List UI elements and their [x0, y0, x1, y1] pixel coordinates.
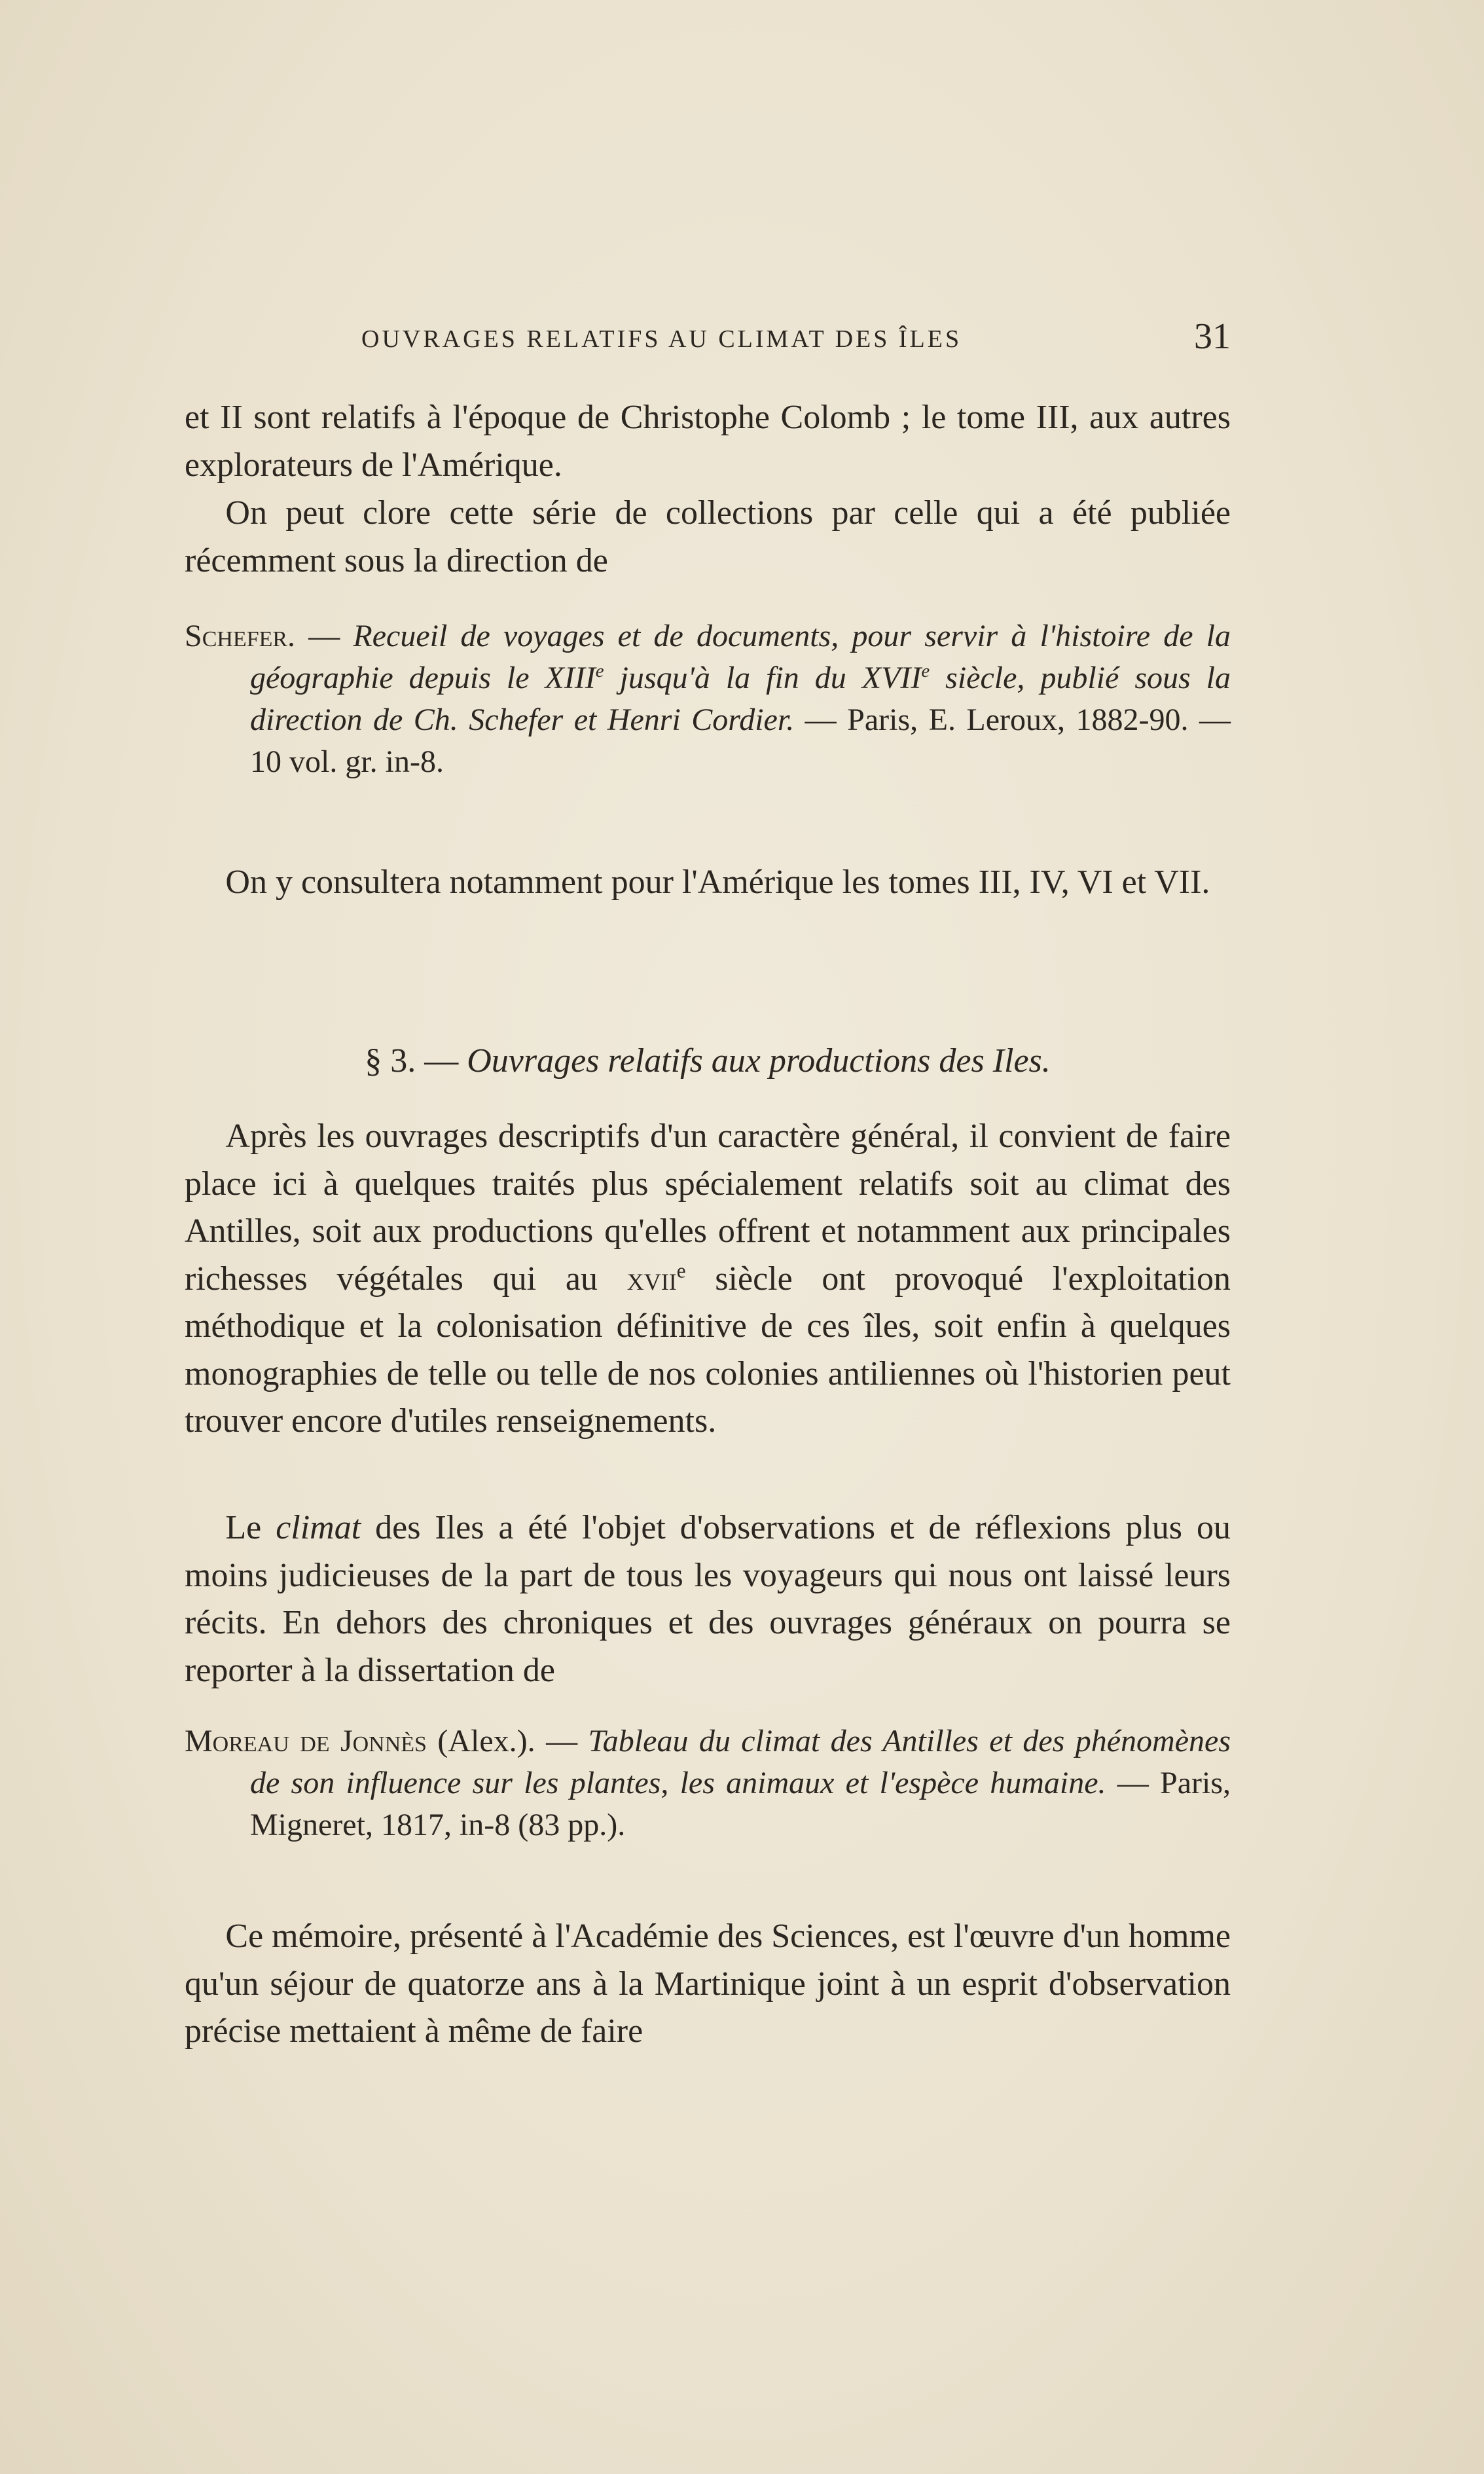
reference-text — [185, 615, 1231, 783]
paragraph-text: et II sont relatifs à l'époque de Christophe Colomb ; le tome III, aux autres explorateurs de l'Amérique. — [185, 399, 1231, 484]
reference-imprint: — Paris, E. Leroux, 1882-90. — 10 vol. gr. in-8. — [250, 702, 1231, 779]
paragraph-5 — [185, 1504, 1231, 1694]
reference-title-part: jusqu'à la fin du XVII — [604, 661, 922, 695]
text-run: des Iles a été l'objet d'observations et de réflexions plus ou moins judicieuses de la part de tous les voyageurs qui nous ont laissé leurs récits. En dehors des chroniques et des ouvrages généraux on pourra se reporter à la dissertation de — [185, 1509, 1231, 1689]
paragraph-text — [185, 1113, 1231, 1446]
paragraph-text: On peut clore cette série de collections par celle qui a été publiée récemment sous la direction de — [185, 494, 1231, 579]
reference-title-part: Recueil de voyages et de documents, pour servir à l'histoire de la géographie depuis le XIII — [250, 619, 1231, 695]
emphasis: climat — [276, 1509, 361, 1546]
reference-author: Schefer. — [185, 619, 296, 653]
paragraph-text: Ce mémoire, présenté à l'Académie des Sciences, est l'œuvre d'un homme qu'un séjour de quatorze ans à la Martinique joint à un esprit d'observation précise mettaient à même de faire — [185, 1918, 1231, 2050]
section-heading — [185, 1038, 1231, 1085]
reference-text — [185, 1720, 1231, 1846]
section-title: Ouvrages relatifs aux productions des Iles. — [467, 1042, 1051, 1080]
reference-imprint: — Paris, Migneret, 1817, in-8 (83 pp.). — [250, 1766, 1231, 1842]
paragraph-4 — [185, 1113, 1231, 1446]
century-numeral: xvii — [626, 1260, 677, 1298]
paragraph-6 — [185, 1913, 1231, 2056]
running-head-title: OUVRAGES RELATIFS AU CLIMAT DES ÎLES — [361, 325, 962, 353]
superscript: e — [676, 1259, 686, 1282]
bibliographic-reference-moreau — [185, 1720, 1231, 1846]
paragraph-text — [185, 1504, 1231, 1694]
running-head — [185, 316, 1231, 361]
reference-author: Moreau de Jonnès — [185, 1724, 427, 1758]
reference-title: Tableau du climat des Antilles et des phénomènes de son influence sur les plantes, les animaux et l'espèce humaine. — [250, 1724, 1231, 1800]
paragraph-3 — [185, 859, 1231, 907]
text-run: Le — [225, 1509, 276, 1546]
reference-dash: — — [535, 1724, 588, 1758]
bibliographic-reference-schefer — [185, 615, 1231, 783]
paragraph-1 — [185, 394, 1231, 489]
superscript: e — [921, 661, 930, 682]
superscript: e — [595, 661, 604, 682]
paragraph-text: On y consultera notamment pour l'Amérique les tomes III, IV, VI et VII. — [225, 864, 1210, 901]
reference-title-part: siècle, publié sous la direction de Ch. Schefer et Henri Cordier. — [250, 661, 1231, 737]
paragraph-2 — [185, 490, 1231, 585]
text-run: siècle ont provoqué l'exploitation méthodique et la colonisation définitive de ces îles, soit enfin à quelques monographies de telle ou telle de nos colonies antiliennes où l'historien peut trouver encore d'utiles renseignements. — [185, 1260, 1231, 1440]
page-number: 31 — [1194, 316, 1231, 357]
reference-given-name: (Alex.). — [426, 1724, 535, 1758]
text-run: Après les ouvrages descriptifs d'un caractère général, il convient de faire place ici à quelques traités plus spécialement relatifs soit au climat des Antilles, soit aux productions qu'elles offrent et notamment aux principales richesses végétales qui au — [185, 1118, 1231, 1298]
section-heading-text — [185, 1038, 1231, 1085]
section-number: § 3. — — [365, 1042, 467, 1080]
reference-dash: — — [295, 619, 353, 653]
